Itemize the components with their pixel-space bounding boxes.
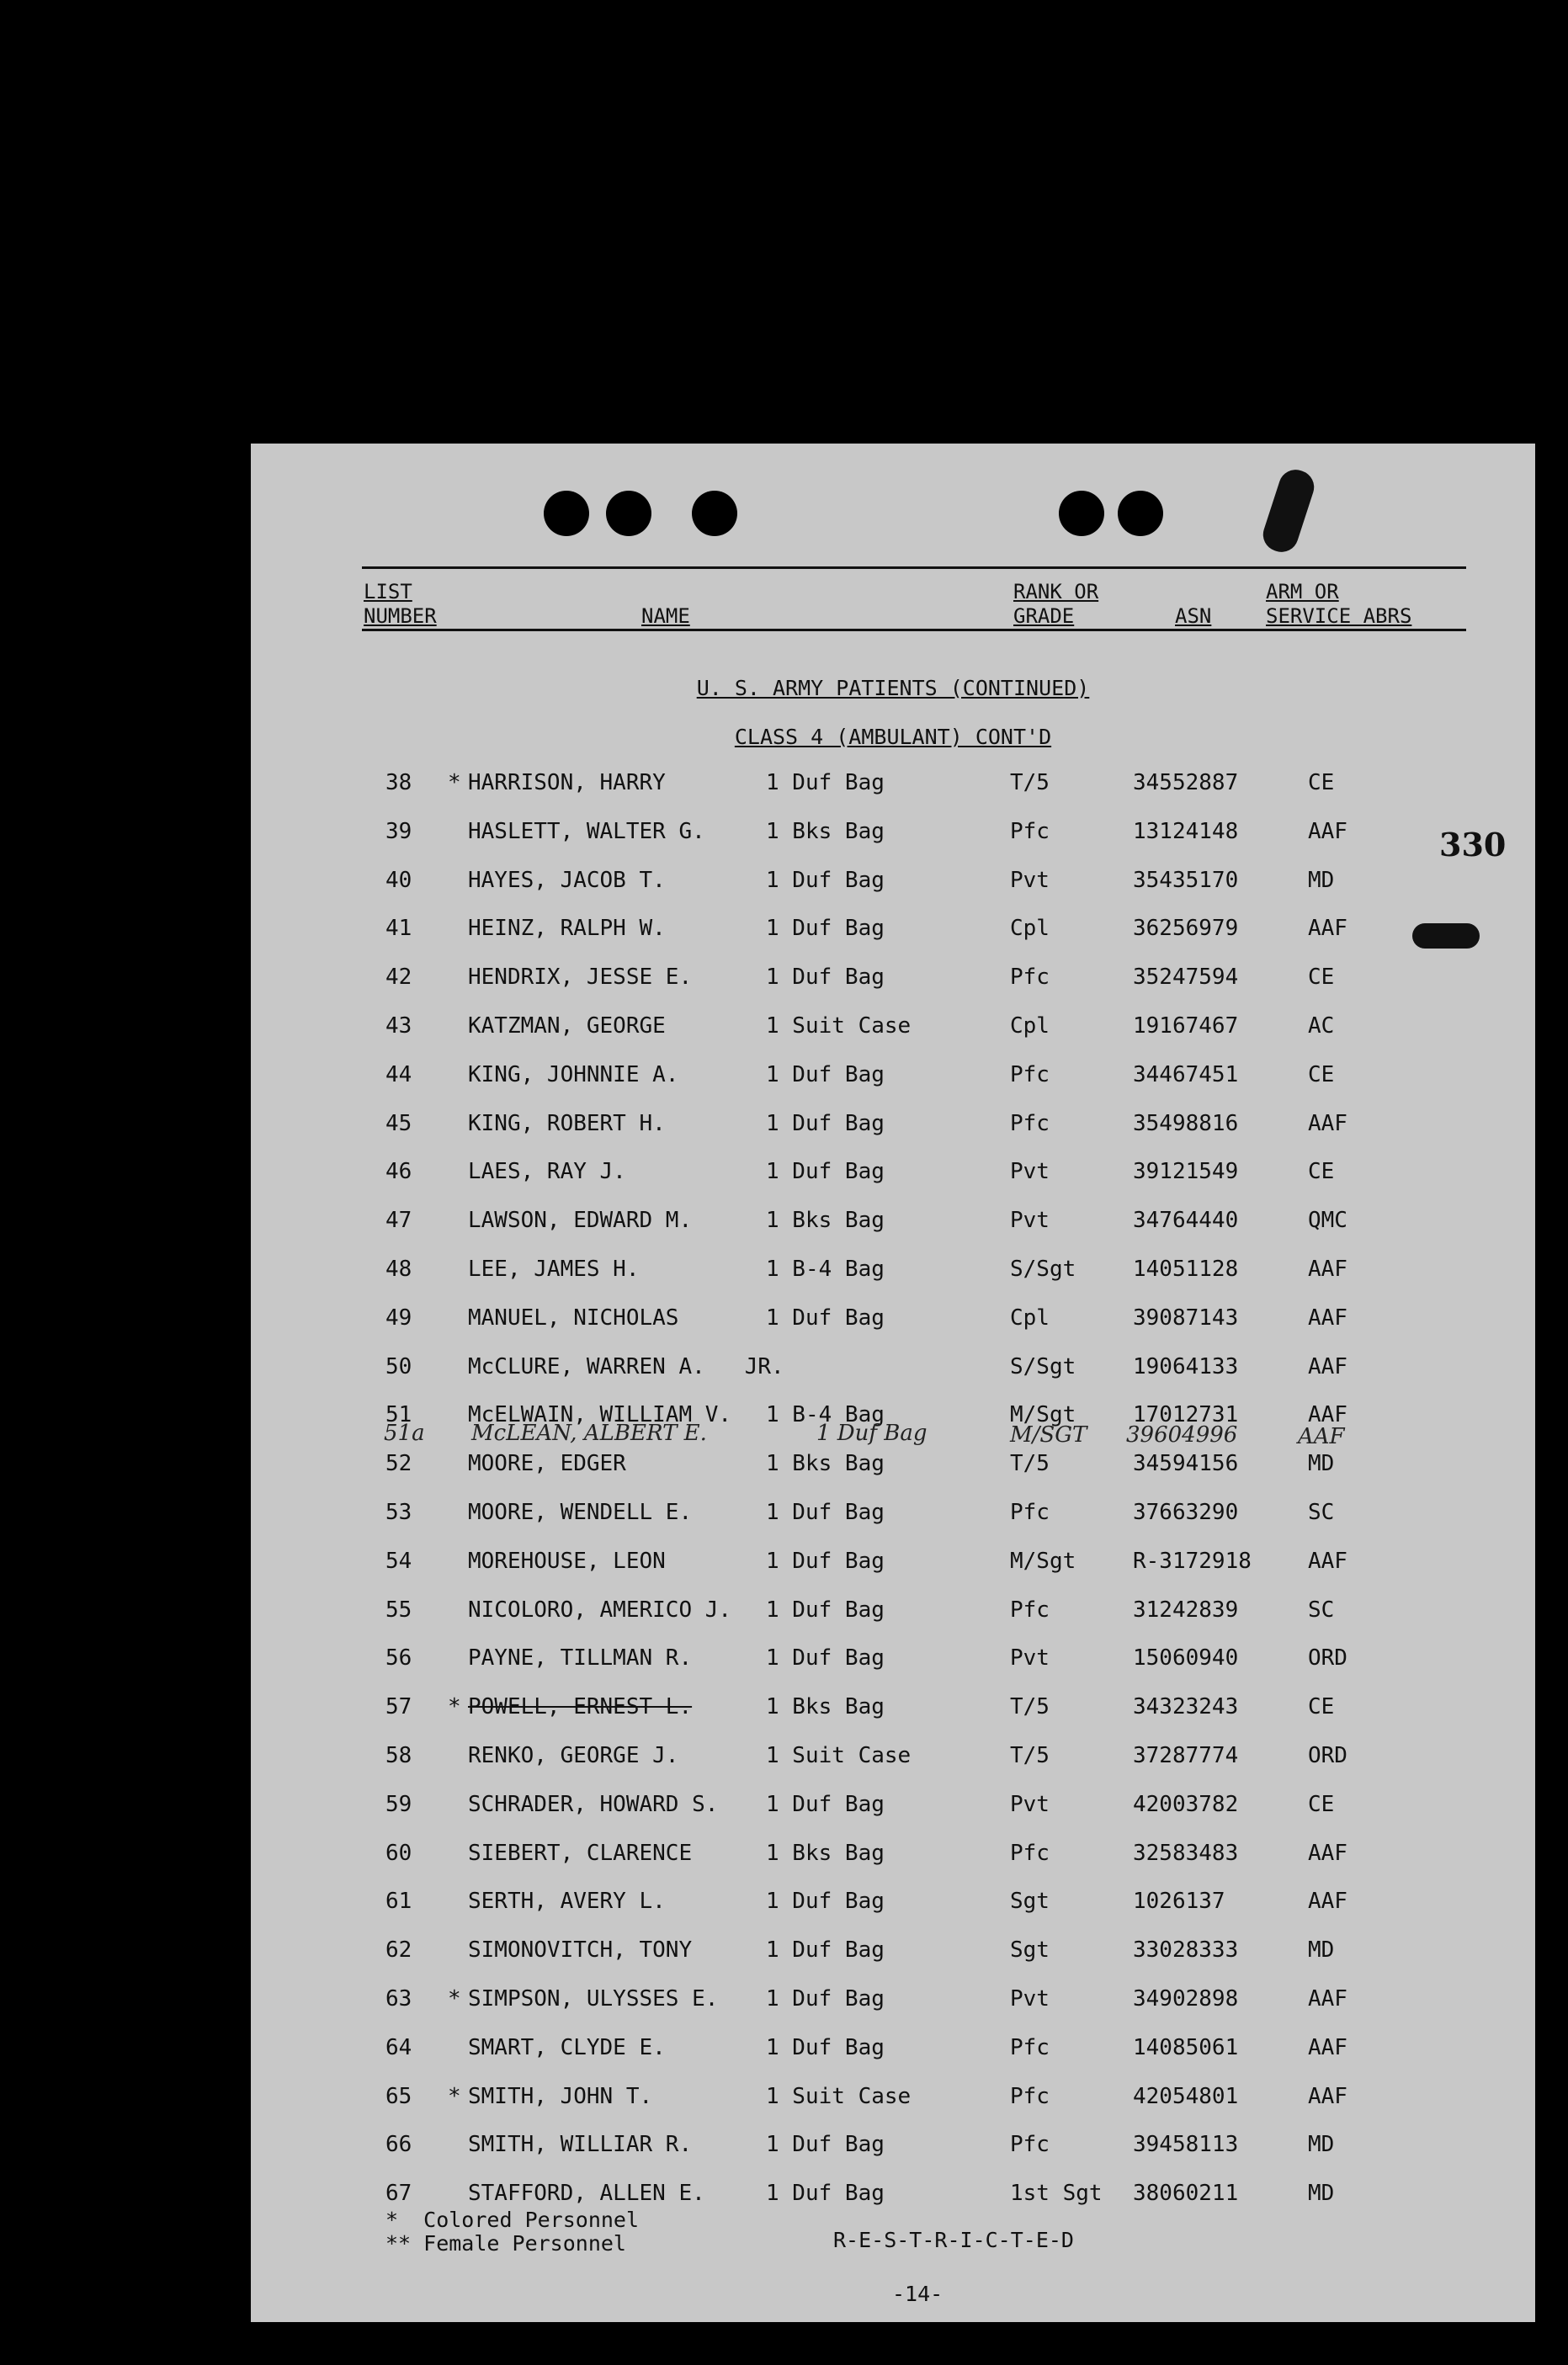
patient-name: SCHRADER, HOWARD S. (468, 1792, 719, 1817)
arm-service: AAF (1308, 1986, 1347, 2012)
rank: Sgt (1010, 1937, 1050, 1963)
arm-service: CE (1308, 1694, 1335, 1719)
rank: T/5 (1010, 1451, 1050, 1476)
patient-name: LEE, JAMES H. (468, 1257, 640, 1282)
list-number: 39 (385, 819, 412, 844)
baggage: 1 Bks Bag (766, 1451, 885, 1476)
rank: Pfc (1010, 819, 1050, 844)
restricted-stamp: R-E-S-T-R-I-C-T-E-D (833, 2228, 1074, 2252)
baggage: 1 Duf Bag (766, 2132, 885, 2157)
baggage: 1 Duf Bag (766, 2181, 885, 2206)
list-number: 38 (385, 770, 412, 795)
arm-service: QMC (1308, 1208, 1347, 1233)
arm-service: SC (1308, 1597, 1335, 1623)
colored-marker: * (448, 2084, 461, 2109)
baggage: 1 Duf Bag (766, 1159, 885, 1184)
patient-name: McELWAIN, WILLIAM V. (468, 1402, 732, 1427)
arm-service: AAF (1308, 2084, 1347, 2109)
arm-service: AAF (1308, 1889, 1347, 1914)
patient-name: KING, JOHNNIE A. (468, 1062, 679, 1087)
rank: S/Sgt (1010, 1354, 1076, 1379)
asn: 34323243 (1133, 1694, 1239, 1719)
list-item (251, 1305, 1535, 1339)
rank: M/Sgt (1010, 1549, 1076, 1574)
baggage: 1 Bks Bag (766, 819, 885, 844)
patient-name: HAYES, JACOB T. (468, 868, 666, 893)
patient-name: SIEBERT, CLARENCE (468, 1841, 693, 1866)
patient-name: McCLURE, WARREN A. JR. (468, 1354, 784, 1379)
list-item (251, 1743, 1535, 1777)
handwritten-bag: 1 Duf Bag (816, 1421, 928, 1446)
patient-name: POWELL, ERNEST L. (468, 1694, 693, 1719)
rank: Pfc (1010, 965, 1050, 990)
footnote-colored: * Colored Personnel (385, 2208, 640, 2232)
list-item (251, 1159, 1535, 1193)
arm-service: AAF (1308, 1549, 1347, 1574)
patient-name: PAYNE, TILLMAN R. (468, 1645, 693, 1671)
arm-service: MD (1308, 868, 1335, 893)
asn: 32583483 (1133, 1841, 1239, 1866)
rank: Sgt (1010, 1889, 1050, 1914)
arm-service: SC (1308, 1500, 1335, 1525)
asn: 14051128 (1133, 1257, 1239, 1282)
list-number: 48 (385, 1257, 412, 1282)
baggage: 1 Duf Bag (766, 1500, 885, 1525)
header-bottom-rule (362, 629, 1466, 631)
baggage: 1 Duf Bag (766, 1889, 885, 1914)
rank: Pfc (1010, 2035, 1050, 2060)
list-item (251, 1062, 1535, 1096)
header-list-number: LIST NUMBER (364, 580, 437, 628)
list-item (251, 868, 1535, 901)
list-number: 55 (385, 1597, 412, 1623)
patient-name: STAFFORD, ALLEN E. (468, 2181, 705, 2206)
handwritten-number: 51a (384, 1421, 425, 1446)
list-item (251, 1111, 1535, 1145)
list-item (251, 1354, 1535, 1388)
list-number: 46 (385, 1159, 412, 1184)
punch-hole (606, 491, 651, 536)
list-number: 58 (385, 1743, 412, 1768)
patient-name: NICOLORO, AMERICO J. (468, 1597, 732, 1623)
rank: 1st Sgt (1010, 2181, 1103, 2206)
rank: T/5 (1010, 1694, 1050, 1719)
punch-hole (692, 491, 737, 536)
baggage: 1 Duf Bag (766, 1111, 885, 1136)
asn: 34552887 (1133, 770, 1239, 795)
arm-service: AAF (1308, 2035, 1347, 2060)
baggage: 1 Duf Bag (766, 1062, 885, 1087)
list-item (251, 1208, 1535, 1241)
patient-name: SMART, CLYDE E. (468, 2035, 666, 2060)
arm-service: AAF (1308, 1402, 1347, 1427)
baggage: 1 Suit Case (766, 1013, 912, 1039)
header-rank: RANK OR GRADE (1013, 580, 1099, 628)
rank: Pfc (1010, 1597, 1050, 1623)
list-number: 62 (385, 1937, 412, 1963)
punch-hole (1059, 491, 1104, 536)
punch-hole (1118, 491, 1163, 536)
asn: 36256979 (1133, 916, 1239, 941)
patient-name: SMITH, WILLIAR R. (468, 2132, 693, 2157)
list-item (251, 1986, 1535, 2020)
arm-service: CE (1308, 1792, 1335, 1817)
list-number: 47 (385, 1208, 412, 1233)
list-item (251, 1597, 1535, 1631)
rank: Cpl (1010, 916, 1050, 941)
section-subtitle: CLASS 4 (AMBULANT) CONT'D (734, 725, 1052, 749)
patient-name: MOORE, EDGER (468, 1451, 626, 1476)
rank: Pfc (1010, 1841, 1050, 1866)
asn: R-3172918 (1133, 1549, 1252, 1574)
patient-name: KATZMAN, GEORGE (468, 1013, 666, 1039)
arm-service: AAF (1308, 1257, 1347, 1282)
list-number: 61 (385, 1889, 412, 1914)
asn: 19167467 (1133, 1013, 1239, 1039)
patient-name: HEINZ, RALPH W. (468, 916, 666, 941)
baggage: 1 Duf Bag (766, 2035, 885, 2060)
arm-service: AAF (1308, 1111, 1347, 1136)
asn: 37663290 (1133, 1500, 1239, 1525)
rank: Pvt (1010, 1159, 1050, 1184)
patient-name: KING, ROBERT H. (468, 1111, 666, 1136)
baggage: 1 Duf Bag (766, 1986, 885, 2012)
rank: Pvt (1010, 868, 1050, 893)
list-item (251, 2035, 1535, 2069)
list-number: 49 (385, 1305, 412, 1331)
list-item (251, 1013, 1535, 1047)
rank: M/Sgt (1010, 1402, 1076, 1427)
list-item (251, 770, 1535, 804)
list-item (251, 2132, 1535, 2166)
asn: 39458113 (1133, 2132, 1239, 2157)
rank: Pvt (1010, 1986, 1050, 2012)
baggage: 1 Duf Bag (766, 770, 885, 795)
arm-service: ORD (1308, 1645, 1347, 1671)
patient-name: RENKO, GEORGE J. (468, 1743, 679, 1768)
list-item (251, 1257, 1535, 1290)
arm-service: CE (1308, 1159, 1335, 1184)
patient-name: LAWSON, EDWARD M. (468, 1208, 693, 1233)
list-number: 45 (385, 1111, 412, 1136)
baggage: 1 Duf Bag (766, 1305, 885, 1331)
list-item (251, 916, 1535, 949)
list-item (251, 1841, 1535, 1874)
list-item (251, 1792, 1535, 1826)
rank: Pfc (1010, 2132, 1050, 2157)
rank: Cpl (1010, 1305, 1050, 1331)
rank: Pfc (1010, 1062, 1050, 1087)
margin-page-number: 330 (1439, 826, 1507, 864)
list-item (251, 1645, 1535, 1679)
baggage: 1 Duf Bag (766, 1549, 885, 1574)
list-number: 54 (385, 1549, 412, 1574)
list-item (251, 1694, 1535, 1728)
patient-name: SMITH, JOHN T. (468, 2084, 653, 2109)
list-number: 43 (385, 1013, 412, 1039)
header-name: NAME (641, 604, 690, 628)
baggage: 1 B-4 Bag (766, 1402, 885, 1427)
patient-name: SIMPSON, ULYSSES E. (468, 1986, 719, 2012)
arm-service: ORD (1308, 1743, 1347, 1768)
asn: 31242839 (1133, 1597, 1239, 1623)
list-number: 51 (385, 1402, 412, 1427)
list-item (251, 1549, 1535, 1582)
list-number: 64 (385, 2035, 412, 2060)
arm-service: AAF (1308, 1841, 1347, 1866)
colored-marker: * (448, 1694, 461, 1719)
asn: 15060940 (1133, 1645, 1239, 1671)
footnote-female: ** Female Personnel (385, 2231, 626, 2256)
asn: 35247594 (1133, 965, 1239, 990)
rank: Pfc (1010, 1111, 1050, 1136)
list-item (251, 1937, 1535, 1971)
arm-service: MD (1308, 2181, 1335, 2206)
asn: 35498816 (1133, 1111, 1239, 1136)
arm-service: MD (1308, 2132, 1335, 2157)
page-number: -14- (892, 2282, 943, 2306)
asn: 17012731 (1133, 1402, 1239, 1427)
arm-service: AC (1308, 1013, 1335, 1039)
header-top-rule (362, 566, 1466, 569)
rank: Pfc (1010, 2084, 1050, 2109)
list-number: 57 (385, 1694, 412, 1719)
baggage: 1 Duf Bag (766, 1937, 885, 1963)
list-number: 65 (385, 2084, 412, 2109)
handwritten-arm: AAF (1298, 1424, 1345, 1449)
document-page (251, 444, 1535, 2322)
header-arm: ARM OR SERVICE ABRS (1266, 580, 1412, 628)
asn: 34594156 (1133, 1451, 1239, 1476)
patient-name: MOORE, WENDELL E. (468, 1500, 693, 1525)
torn-corner-mark (1259, 465, 1319, 556)
colored-marker: * (448, 1986, 461, 2012)
asn: 37287774 (1133, 1743, 1239, 1768)
rank: Pvt (1010, 1645, 1050, 1671)
list-number: 56 (385, 1645, 412, 1671)
asn: 39087143 (1133, 1305, 1239, 1331)
baggage: 1 Duf Bag (766, 1645, 885, 1671)
list-number: 40 (385, 868, 412, 893)
asn: 42003782 (1133, 1792, 1239, 1817)
asn: 1026137 (1133, 1889, 1225, 1914)
baggage: 1 Duf Bag (766, 868, 885, 893)
colored-marker: * (448, 770, 461, 795)
handwritten-name: McLEAN, ALBERT E. (471, 1421, 707, 1446)
rank: Cpl (1010, 1013, 1050, 1039)
arm-service: CE (1308, 1062, 1335, 1087)
rank: T/5 (1010, 1743, 1050, 1768)
list-number: 66 (385, 2132, 412, 2157)
patient-name: MOREHOUSE, LEON (468, 1549, 666, 1574)
handwritten-rank: M/SGT (1010, 1422, 1087, 1448)
list-item (251, 2084, 1535, 2118)
baggage: 1 Suit Case (766, 2084, 912, 2109)
punch-hole (544, 491, 589, 536)
baggage: 1 Bks Bag (766, 1208, 885, 1233)
asn: 34467451 (1133, 1062, 1239, 1087)
header-asn: ASN (1175, 604, 1212, 628)
list-item (251, 1889, 1535, 1922)
list-number: 42 (385, 965, 412, 990)
list-number: 67 (385, 2181, 412, 2206)
rank: T/5 (1010, 770, 1050, 795)
arm-service: AAF (1308, 1305, 1347, 1331)
baggage: 1 Bks Bag (766, 1841, 885, 1866)
arm-service: AAF (1308, 819, 1347, 844)
list-number: 50 (385, 1354, 412, 1379)
list-item (251, 1500, 1535, 1533)
arm-service: AAF (1308, 916, 1347, 941)
rank: S/Sgt (1010, 1257, 1076, 1282)
list-number: 63 (385, 1986, 412, 2012)
patient-name: MANUEL, NICHOLAS (468, 1305, 679, 1331)
list-item (251, 965, 1535, 998)
section-title: U. S. ARMY PATIENTS (CONTINUED) (696, 676, 1090, 700)
asn: 34764440 (1133, 1208, 1239, 1233)
arm-service: AAF (1308, 1354, 1347, 1379)
baggage: 1 Bks Bag (766, 1694, 885, 1719)
patient-name: SIMONOVITCH, TONY (468, 1937, 693, 1963)
baggage: 1 Duf Bag (766, 916, 885, 941)
asn: 19064133 (1133, 1354, 1239, 1379)
asn: 33028333 (1133, 1937, 1239, 1963)
list-number: 59 (385, 1792, 412, 1817)
arm-service: CE (1308, 770, 1335, 795)
arm-service: MD (1308, 1451, 1335, 1476)
asn: 39121549 (1133, 1159, 1239, 1184)
list-item (251, 1451, 1535, 1485)
asn: 42054801 (1133, 2084, 1239, 2109)
baggage: 1 Duf Bag (766, 1792, 885, 1817)
patient-name: LAES, RAY J. (468, 1159, 626, 1184)
patient-name: HARRISON, HARRY (468, 770, 666, 795)
baggage: 1 Duf Bag (766, 1597, 885, 1623)
asn: 35435170 (1133, 868, 1239, 893)
baggage: 1 Duf Bag (766, 965, 885, 990)
handwritten-asn: 39604996 (1126, 1422, 1238, 1448)
rank: Pfc (1010, 1500, 1050, 1525)
arm-service: MD (1308, 1937, 1335, 1963)
asn: 38060211 (1133, 2181, 1239, 2206)
rank: Pvt (1010, 1792, 1050, 1817)
patient-name: HASLETT, WALTER G. (468, 819, 705, 844)
baggage: 1 B-4 Bag (766, 1257, 885, 1282)
arm-service: CE (1308, 965, 1335, 990)
patient-name: SERTH, AVERY L. (468, 1889, 666, 1914)
patient-name: HENDRIX, JESSE E. (468, 965, 693, 990)
list-number: 41 (385, 916, 412, 941)
rank: Pvt (1010, 1208, 1050, 1233)
baggage: 1 Suit Case (766, 1743, 912, 1768)
asn: 34902898 (1133, 1986, 1239, 2012)
list-item (251, 819, 1535, 853)
list-number: 44 (385, 1062, 412, 1087)
list-number: 53 (385, 1500, 412, 1525)
list-number: 60 (385, 1841, 412, 1866)
list-number: 52 (385, 1451, 412, 1476)
asn: 13124148 (1133, 819, 1239, 844)
asn: 14085061 (1133, 2035, 1239, 2060)
